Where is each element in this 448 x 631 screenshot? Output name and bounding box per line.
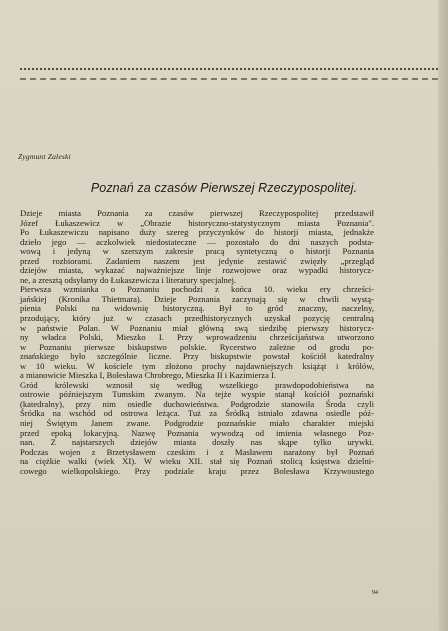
page-gutter-shadow [438,0,448,631]
text-line: niej Świętym Janem zwane. Podgrodzie poznańskie miało charakter miejski [20,418,374,429]
text-line: dzieło jego — aczkolwiek niedostateczne — pozostało do dni naszych podsta- [20,236,374,247]
header-dotted-rule [20,68,438,72]
text-line: Podczas wojen z Brzetysławem czeskim i z Masławem narażony był Poznań [20,446,374,457]
text-line: znańskiego było szczególnie liczne. Przy biskupstwie powstał kościół katedralny [20,351,374,362]
text-line: Po Łukaszewiczu napisano duży szereg przyczynków do historji miasta, jednakże [20,227,374,238]
text-line: przodujący, który już w czasach przedhistorycznych uzyskał pozycję centralną [20,313,374,324]
text-line: pienia Polski na widownię historyczną. Był to gród znaczny, naczelny, [20,303,374,314]
text-line: cowego wielkopolskiego. Przy podziale kraju przez Bolesława Krzywoustego [20,465,374,476]
article-body [20,209,374,476]
text-line: wową i jedyną w szerszym zakresie pracą syntetyczną o historji Poznania [20,246,374,257]
text-line: ny władca Polski, Mieszko I. Przy wprowadzeniu chrześcijaństwa utworzono [20,332,374,343]
text-line: (katedralny), przy nim osiedle duchowieństwa. Podgrodzie stanowiła Środa czyli [20,398,374,409]
article-title: Poznań za czasów Pierwszej Rzeczypospolitej. [90,181,358,195]
text-line: Dzieje miasta Poznania za czasów pierwszej Rzeczypospolitej przedstawił [20,208,374,218]
text-line: jańskiej (Kronika Thietmara). Dzieje Poznania zaczynają się w chwili wystą- [20,293,374,304]
author-name: Zygmunt Zaleski [18,152,71,161]
text-line: nan. Z najstarszych dziejów miasta doszły nas skąpe tylko urywki. [20,437,374,448]
text-line: a mianowicie Mieszka I, Bolesława Chrobrego, Mieszka II i Kazimierza I. [20,370,277,381]
text-line: Pierwsza wzmianka o Poznaniu pochodzi z końca 10. wieku ery chrześci- [20,284,374,295]
text-line: na ciężkie walki (wiek XI). W wieku XII. stał się Poznań stolicą księstwa dzielni- [20,456,374,467]
text-line: w Poznaniu pierwsze biskupstwo polskie. Rycerstwo zależne od grodu po- [20,341,374,352]
text-line: przed rozbiorami. Zadaniem naszem jest jedynie zestawić zwięzły „przegląd [20,255,374,266]
text-line: dziejów miasta, wykazać najważniejsze linje rozwojowe oraz wypadki historycz- [20,265,374,276]
text-line: ostrowie późniejszym Tumskim zwanym. Na tejże wyspie stanął kościół poznański [20,389,374,400]
text-line: Śródka na wschód od ostrowa leżąca. Tuż za Śródką istniało zdawna osiedle póź- [20,408,374,419]
page-number: 94 [372,590,378,596]
text-line: przed epoką lokacyjną. Nazwę Poznania wywodzą od imienia własnego Poz- [20,427,374,438]
text-line: ne, a zresztą odsyłamy do Łukaszewicza i literatury specjalnej. [20,274,237,285]
text-line: w 10 wieku. W kościele tym złożono prochy najdawniejszych książąt i królów, [20,360,374,371]
header-dashed-rule [20,78,438,82]
text-line: w państwie Polan. W Poznaniu miał główną swą siedzibę pierwszy historycz- [20,322,374,333]
text-line: Józef Łukaszewicz w „Obrazie historyczno-statystycznym miasta Poznania". [20,217,374,228]
text-line: Gród królewski wznosił się według wszelkiego prawdopodobieństwa na [20,379,374,390]
